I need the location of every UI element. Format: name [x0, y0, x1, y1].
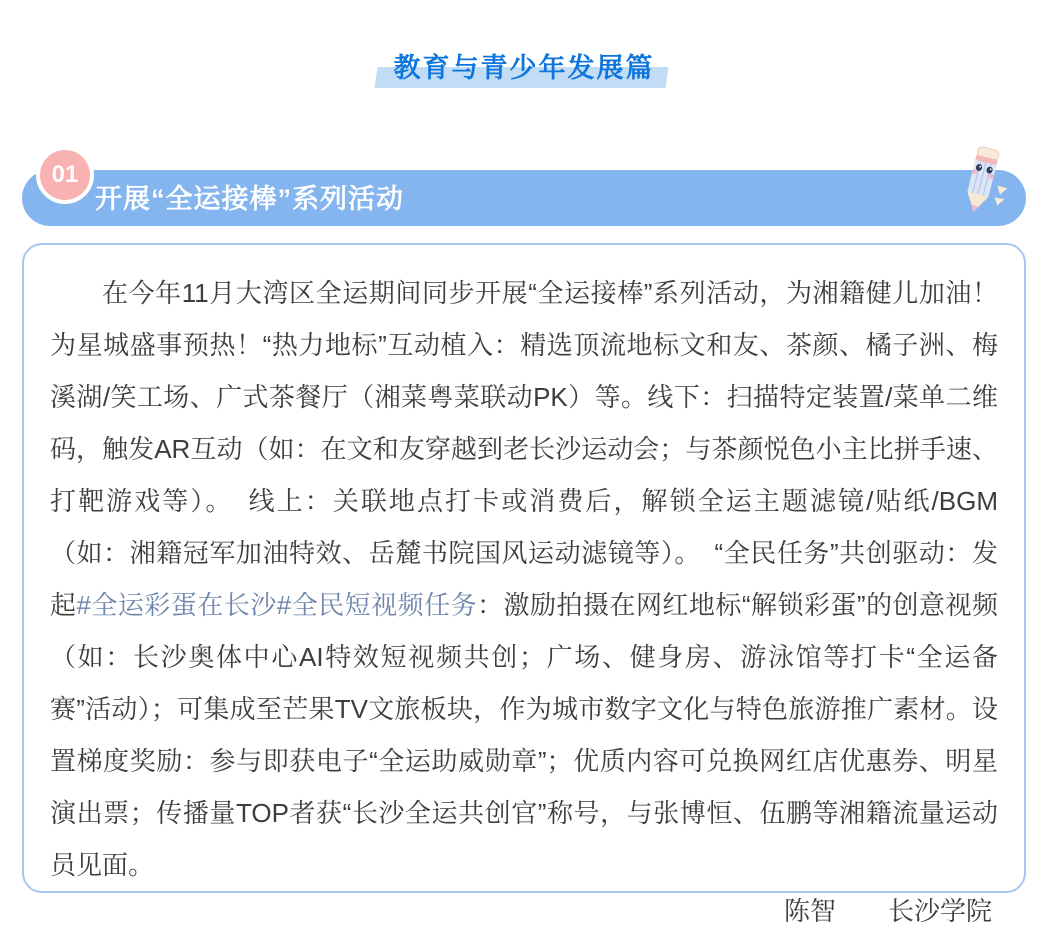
- author-name: 陈智: [783, 896, 836, 926]
- hashtag-link[interactable]: #全运彩蛋在长沙#全民短视频任务: [76, 590, 478, 620]
- paragraph-text-1: 在今年11月大湾区全运期间同步开展“全运接棒”系列活动，为湘籍健儿加油！为星城盛事预热！“热力地标”互动植入：精选顶流地标文和友、茶颜、橘子洲、梅溪湖/笑工场、广式茶餐厅（湘菜粤菜联动PK）等。线下：扫描特定装置/菜单二维码，触发AR互动（如：在文和友穿越到老长沙运动会；与茶颜悦色小主比拼手速、打靶游戏等）。 线上：关联地点打卡或消费后，解锁全运主题滤镜/贴纸/BGM（如：湘籍冠军加油特效、岳麓书院国风运动滤镜等）。 “全民任务”共创驱动：发起: [50, 278, 998, 620]
- byline: [50, 891, 998, 936]
- section-title: 开展“全运接棒”系列活动: [95, 184, 404, 214]
- article-paragraph: [50, 267, 998, 891]
- page-title: 教育与青少年发展篇: [393, 53, 655, 83]
- author-affiliation: 长沙学院: [887, 896, 992, 926]
- page-title-wrap: [0, 46, 1048, 85]
- section-number-badge: 01: [36, 146, 94, 204]
- content-card: [22, 243, 1026, 926]
- section-banner: [22, 161, 1026, 226]
- paragraph-text-2: ：激励拍摄在网红地标“解锁彩蛋”的创意视频（如：长沙奥体中心AI特效短视频共创；广场、健身房、游泳馆等打卡“全运备赛”活动）；可集成至芒果TV文旅板块，作为城市数字文化与特色旅游推广素材。设置梯度奖励：参与即获电子“全运助威勋章”；优质内容可兑换网红店优惠券、明星演出票；传播量TOP者获“长沙全运共创官”称号，与张博恒、伍鹏等湘籍流量运动员见面。: [50, 590, 998, 880]
- pencil-icon: [952, 144, 1010, 220]
